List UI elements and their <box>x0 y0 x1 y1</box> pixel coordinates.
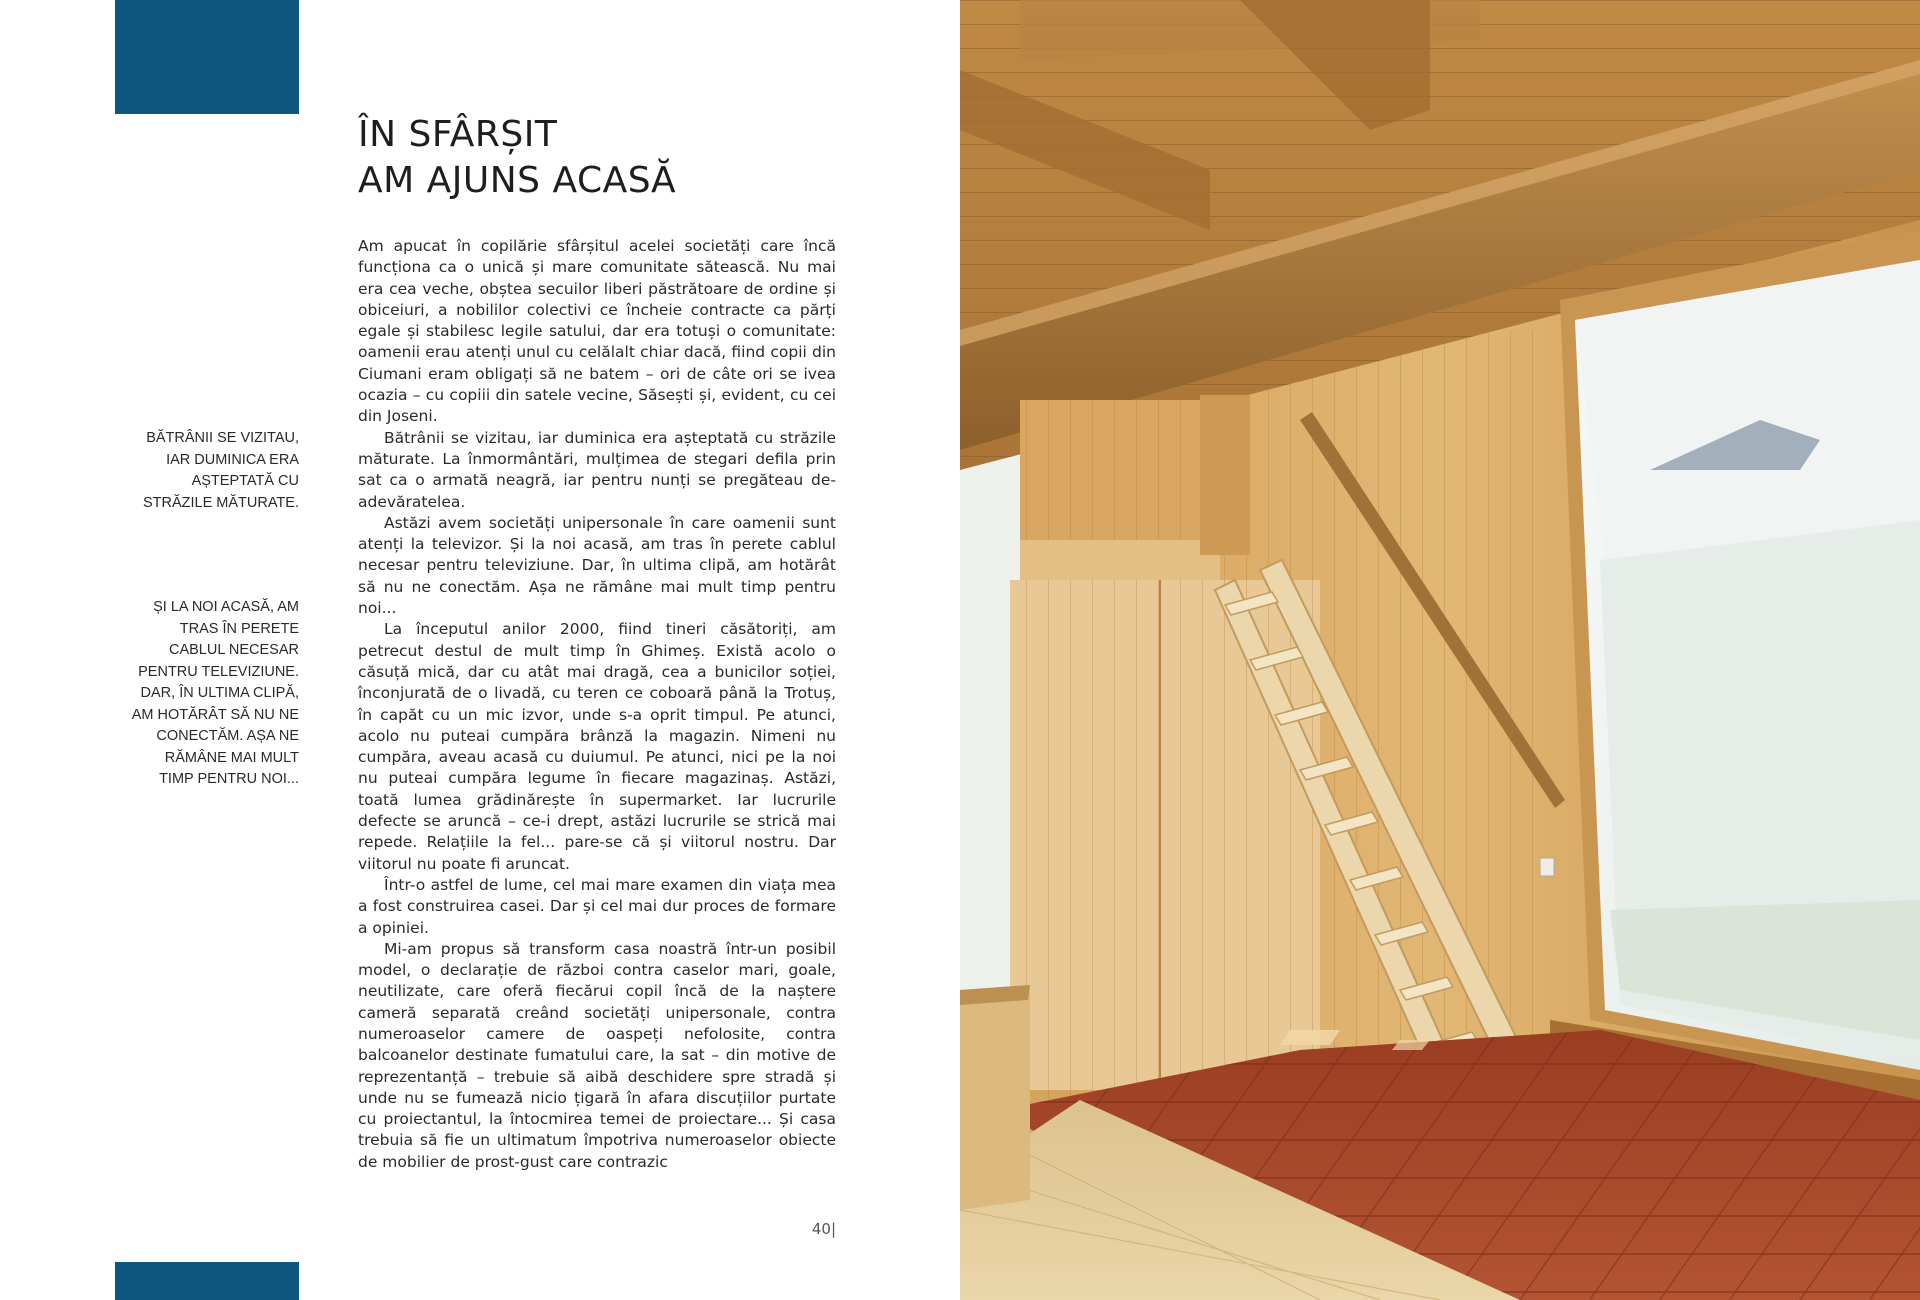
pull-quote-1: BĂTRÂNII SE VIZITAU, IAR DUMINICA ERA AȘTEPTATĂ CU STRĂZILE MĂTURATE. <box>142 430 299 511</box>
pull-quote-2: ȘI LA NOI ACASĂ, AM TRAS ÎN PERETE CABLUL NECESAR PENTRU TELEVIZIUNE. DAR, ÎN ULTIMA CLIPĂ, AM HOTĂRÂT SĂ NU NE CONECTĂM. AȘA NE RĂMÂNE MAI MULT TIMP PENTRU NOI... <box>131 599 299 787</box>
paragraph-3: Astăzi avem societăți unipersonale în care oamenii sunt atenți la televizor. Și la noi acasă, am tras în perete cablul necesar pentru televiziune. Dar, în ultima clipă, am hotărât să nu ne conectăm. Așa ne rămâne mai mult timp pentru noi... <box>358 513 836 618</box>
body-text <box>358 236 836 1173</box>
paragraph-2: Bătrânii se vizitau, iar duminica era așteptată cu străzile măturate. La înmormântări, mulțimea de stegari defila prin sat ca o armată neagră, iar pentru nunți se pregăteau de-adevăratelea. <box>358 428 836 511</box>
chapter-title <box>358 112 676 204</box>
accent-block-top <box>115 0 299 114</box>
interior-photo <box>960 0 1920 1300</box>
paragraph-4: La începutul anilor 2000, fiind tineri căsătoriți, am petrecut destul de mult timp în Ghimeș. Există acolo o căsuță mică, dar cu atât mai dragă, cea a bunicilor soției, înconjurată de o livadă, cu teren ce coboară până la Trotuș, în capăt cu un mic izvor, unde s-a oprit timpul. Pe atunci, acolo nu puteai cumpăra brânză la magazin. Nimeni nu cumpăra, aveau acasă cu duiumul. Pe atunci, nici pe la noi nu puteai cumpăra legume în fiecare magazinaș. Astăzi, toată lumea grădinărește în supermarket. Iar lucrurile defecte se aruncă – ce-i drept, astăzi lucrurile se strică mai repede. Relațiile la fel... pare-se că și viitorul nostru. Dar viitorul nu poate fi aruncat. <box>358 620 836 873</box>
page-number: 40| <box>811 1220 836 1238</box>
chapter-title-line-2: AM AJUNS ACASĂ <box>358 160 677 201</box>
accent-block-bottom <box>115 1262 299 1300</box>
paragraph-5: Într-o astfel de lume, cel mai mare examen din viața mea a fost construirea casei. Dar și cel mai dur proces de formare a opiniei. <box>358 875 836 937</box>
paragraph-1: Am apucat în copilărie sfârșitul acelei societăți care încă funcționa ca o unică și mare comunitate sătească. Nu mai era cea veche, obștea secuilor liberi păstrătoare de ordine și obiceiuri, a nobililor colectivi ce încheie contracte ca părți egale și stabilesc legile satului, dar era totuși o comunitate: oamenii erau atenți unul cu celălalt chiar dacă, fiind copii din Ciumani eram obligați să ne batem – ori de câte ori se ivea ocazia – cu copiii din satele vecine, Săsești și, evident, cu cei din Joseni. <box>358 237 836 426</box>
chapter-title-line-1: ÎN SFÂRȘIT <box>358 114 558 155</box>
paragraph-6: Mi-am propus să transform casa noastră într-un posibil model, o declarație de război contra caselor mari, goale, neutilizate, care oferă fiecărui copil încă de la naștere cameră separată creând societăți unipersonale, contra numeroaselor camere de oaspeți nefolosite, contra balcoanelor destinate fumatului care, la sat – din motive de reprezentanță – trebuie să aibă deschidere spre stradă și unde nu se fumează nicio țigară în afara discuțiilor purtate cu proiectantul, la întocmirea temei de proiectare... Și casa trebuia să fie un ultimatum împotriva numeroaselor obiecte de mobilier de prost-gust care contrazic <box>358 939 836 1171</box>
